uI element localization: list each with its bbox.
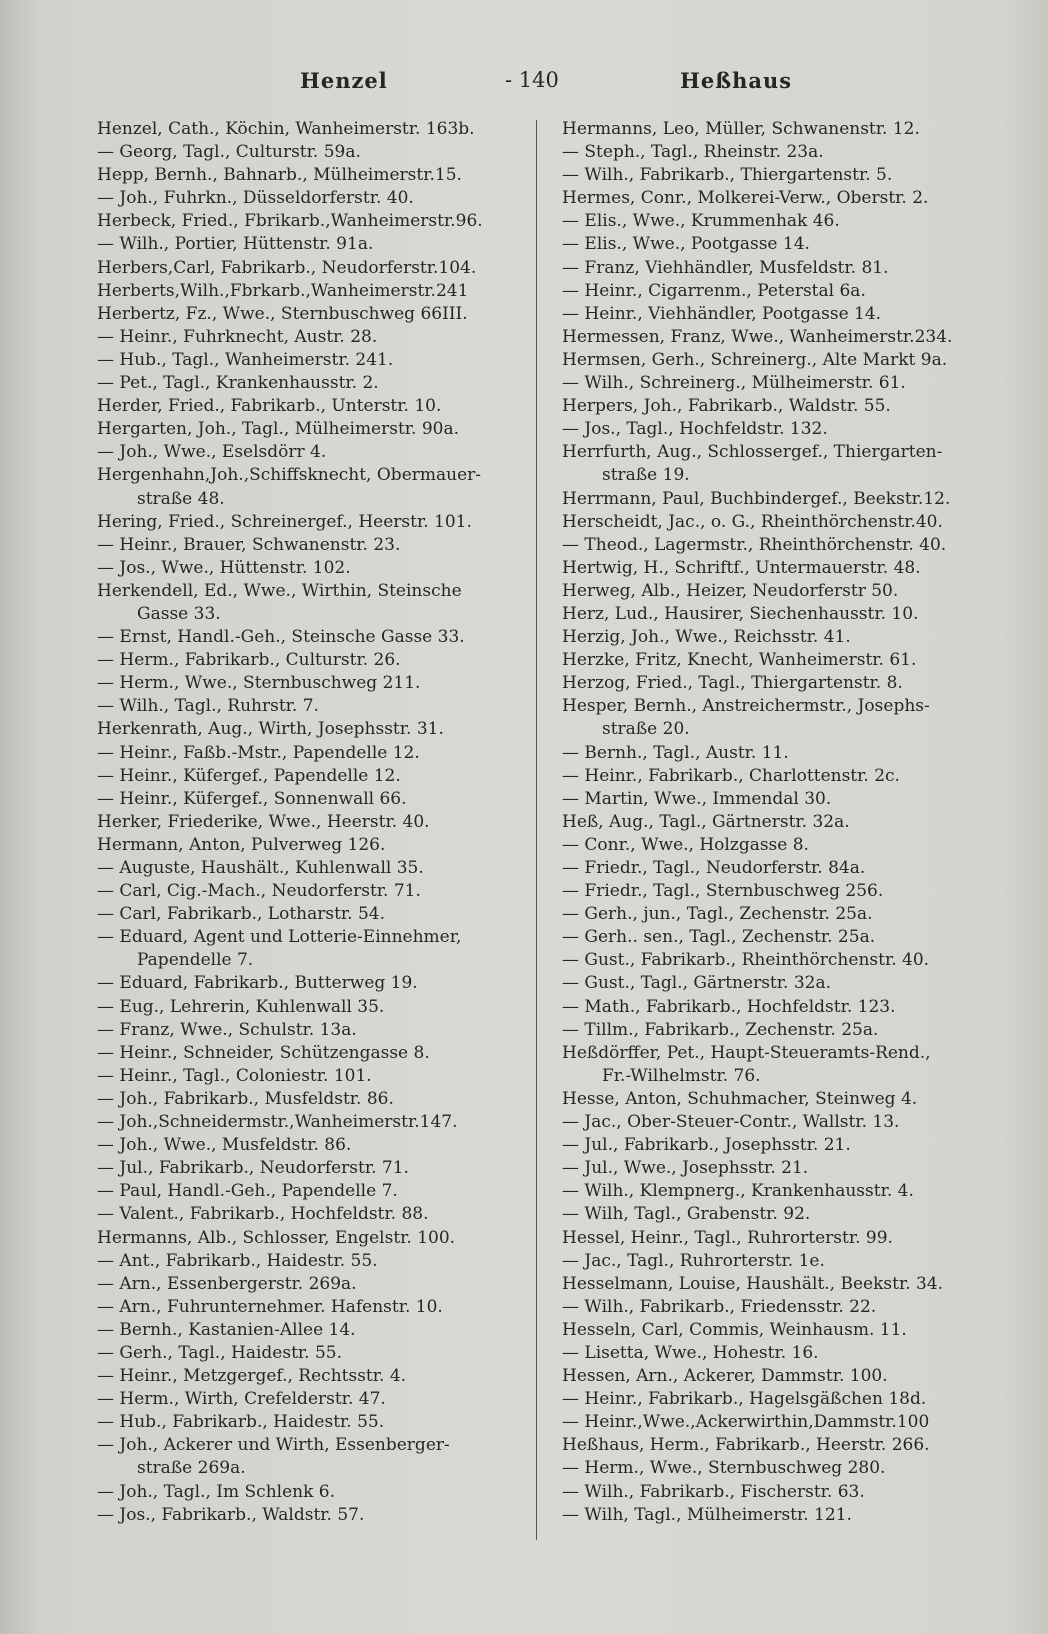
directory-entry: Heßdörffer, Pet., Haupt-Steueramts-Rend., bbox=[562, 1042, 931, 1063]
directory-entry: — Jac., Tagl., Ruhrorterstr. 1e. bbox=[562, 1250, 825, 1271]
header-left-keyword: Henzel bbox=[300, 68, 388, 93]
directory-entry: — Heinr., Tagl., Coloniestr. 101. bbox=[97, 1065, 372, 1086]
directory-entry: Hessen, Arn., Ackerer, Dammstr. 100. bbox=[562, 1366, 888, 1387]
directory-entry: Hermessen, Franz, Wwe., Wanheimerstr.234. bbox=[562, 326, 953, 347]
directory-entry: Herbertz, Fz., Wwe., Sternbuschweg 66III. bbox=[97, 303, 468, 324]
directory-entry-continuation: straße 269a. bbox=[137, 1458, 246, 1479]
directory-entry: — Gust., Fabrikarb., Rheinthörchenstr. 40. bbox=[562, 950, 930, 971]
directory-entry: — Friedr., Tagl., Sternbuschweg 256. bbox=[562, 881, 884, 902]
directory-entry-continuation: straße 19. bbox=[602, 465, 690, 486]
directory-entry: — Eug., Lehrerin, Kuhlenwall 35. bbox=[97, 996, 385, 1017]
directory-entry: Hermann, Anton, Pulverweg 126. bbox=[97, 834, 386, 855]
directory-entry: — Jos., Tagl., Hochfeldstr. 132. bbox=[562, 419, 828, 440]
page-number: - 140 bbox=[505, 68, 559, 92]
directory-entry: — Heinr., Küfergef., Sonnenwall 66. bbox=[97, 788, 407, 809]
directory-entry: — Elis., Wwe., Krummenhak 46. bbox=[562, 211, 840, 232]
directory-entry: — Joh., Wwe., Musfeldstr. 86. bbox=[97, 1135, 352, 1156]
directory-entry: Henzel, Cath., Köchin, Wanheimerstr. 163b. bbox=[97, 119, 475, 139]
directory-entry: — Gerh., Tagl., Haidestr. 55. bbox=[97, 1342, 343, 1363]
directory-entry: — Ant., Fabrikarb., Haidestr. 55. bbox=[97, 1250, 378, 1271]
directory-entry: — Joh., Ackerer und Wirth, Essenberger- bbox=[97, 1435, 450, 1456]
directory-entry: — Herm., Wirth, Crefelderstr. 47. bbox=[97, 1389, 386, 1410]
directory-entry: — Wilh., Fabrikarb., Friedensstr. 22. bbox=[562, 1296, 877, 1317]
left-column bbox=[97, 118, 525, 1527]
directory-entry: — Hub., Tagl., Wanheimerstr. 241. bbox=[97, 349, 394, 370]
directory-entry: — Gust., Tagl., Gärtnerstr. 32a. bbox=[562, 973, 831, 994]
directory-entry: — Joh., Wwe., Eselsdörr 4. bbox=[97, 442, 327, 463]
header-right-keyword: Heßhaus bbox=[680, 68, 793, 93]
directory-entry: — Bernh., Tagl., Austr. 11. bbox=[562, 742, 789, 763]
directory-entry: Herzog, Fried., Tagl., Thiergartenstr. 8. bbox=[562, 673, 903, 694]
directory-entry: — Franz, Viehhändler, Musfeldstr. 81. bbox=[562, 257, 889, 278]
directory-entry: — Math., Fabrikarb., Hochfeldstr. 123. bbox=[562, 996, 896, 1017]
directory-entry: — Eduard, Agent und Lotterie-Einnehmer, bbox=[97, 927, 462, 948]
directory-entry: Heß, Aug., Tagl., Gärtnerstr. 32a. bbox=[562, 811, 850, 832]
directory-entry: — Herm., Fabrikarb., Culturstr. 26. bbox=[97, 650, 401, 671]
directory-entry: — Eduard, Fabrikarb., Butterweg 19. bbox=[97, 973, 418, 994]
directory-entry: — Jul., Wwe., Josephsstr. 21. bbox=[562, 1158, 809, 1179]
directory-entry: Hesse, Anton, Schuhmacher, Steinweg 4. bbox=[562, 1088, 918, 1109]
directory-entry: — Heinr., Fabrikarb., Charlottenstr. 2c. bbox=[562, 765, 900, 786]
directory-entry: Hessel, Heinr., Tagl., Ruhrorterstr. 99. bbox=[562, 1227, 893, 1248]
directory-entry: Herker, Friederike, Wwe., Heerstr. 40. bbox=[97, 811, 430, 832]
directory-entry: Herberts,Wilh.,Fbrkarb.,Wanheimerstr.241 bbox=[97, 280, 469, 301]
directory-entry: — Herm., Wwe., Sternbuschweg 211. bbox=[97, 673, 421, 694]
directory-entry: — Wilh., Fabrikarb., Fischerstr. 63. bbox=[562, 1481, 865, 1502]
directory-entry: Herzke, Fritz, Knecht, Wanheimerstr. 61. bbox=[562, 650, 917, 671]
directory-entry: — Ernst, Handl.-Geh., Steinsche Gasse 33. bbox=[97, 627, 465, 648]
directory-entry: — Tillm., Fabrikarb., Zechenstr. 25a. bbox=[562, 1019, 879, 1040]
directory-entry: Herkenrath, Aug., Wirth, Josephsstr. 31. bbox=[97, 719, 444, 740]
directory-entry: — Joh., Fuhrkn., Düsseldorferstr. 40. bbox=[97, 188, 414, 209]
directory-entry: — Arn., Essenbergerstr. 269a. bbox=[97, 1273, 357, 1294]
directory-entry: — Carl, Cig.-Mach., Neudorferstr. 71. bbox=[97, 881, 421, 902]
directory-entry: Heßhaus, Herm., Fabrikarb., Heerstr. 266. bbox=[562, 1435, 930, 1456]
directory-entry: — Wilh, Tagl., Mülheimerstr. 121. bbox=[562, 1504, 852, 1525]
directory-entry: — Herm., Wwe., Sternbuschweg 280. bbox=[562, 1458, 886, 1479]
directory-entry: Herkendell, Ed., Wwe., Wirthin, Steinsche bbox=[97, 580, 462, 601]
directory-entry: — Heinr., Metzgergef., Rechtsstr. 4. bbox=[97, 1366, 407, 1387]
directory-entry: — Elis., Wwe., Pootgasse 14. bbox=[562, 234, 810, 255]
directory-entry: — Joh., Tagl., Im Schlenk 6. bbox=[97, 1481, 336, 1502]
directory-entry: — Paul, Handl.-Geh., Papendelle 7. bbox=[97, 1181, 398, 1202]
directory-entry: — Gerh.. sen., Tagl., Zechenstr. 25a. bbox=[562, 927, 876, 948]
directory-entry: — Wilh., Portier, Hüttenstr. 91a. bbox=[97, 234, 374, 255]
directory-entry: — Heinr., Fuhrknecht, Austr. 28. bbox=[97, 326, 378, 347]
directory-entry: — Heinr., Faßb.-Mstr., Papendelle 12. bbox=[97, 742, 420, 763]
directory-entry: — Wilh, Tagl., Grabenstr. 92. bbox=[562, 1204, 811, 1225]
directory-entry: — Carl, Fabrikarb., Lotharstr. 54. bbox=[97, 904, 386, 925]
directory-entry: — Friedr., Tagl., Neudorferstr. 84a. bbox=[562, 858, 866, 878]
directory-entry-continuation: Papendelle 7. bbox=[137, 950, 254, 971]
directory-entry: Hergenhahn,Joh.,Schiffsknecht, Obermauer- bbox=[97, 465, 482, 486]
directory-entry-continuation: straße 48. bbox=[137, 488, 225, 509]
directory-entry-continuation: Gasse 33. bbox=[137, 603, 221, 624]
directory-entry: — Arn., Fuhrunternehmer. Hafenstr. 10. bbox=[97, 1296, 443, 1317]
right-column bbox=[562, 118, 990, 1527]
directory-entry: — Heinr., Schneider, Schützengasse 8. bbox=[97, 1042, 430, 1063]
directory-entry: Hermanns, Alb., Schlosser, Engelstr. 100. bbox=[97, 1227, 456, 1248]
directory-entry: — Gerh., jun., Tagl., Zechenstr. 25a. bbox=[562, 904, 873, 925]
directory-entry: Herrfurth, Aug., Schlossergef., Thiergarten- bbox=[562, 442, 943, 463]
directory-entry: — Franz, Wwe., Schulstr. 13a. bbox=[97, 1019, 357, 1040]
directory-entry: — Wilh., Schreinerg., Mülheimerstr. 61. bbox=[562, 373, 906, 394]
directory-entry: — Lisetta, Wwe., Hohestr. 16. bbox=[562, 1342, 819, 1363]
directory-entry: Hepp, Bernh., Bahnarb., Mülheimerstr.15. bbox=[97, 165, 462, 186]
directory-entry: Hertwig, H., Schriftf., Untermauerstr. 48. bbox=[562, 557, 921, 578]
directory-entry: Hermes, Conr., Molkerei-Verw., Oberstr. 2. bbox=[562, 188, 929, 209]
directory-entry: — Heinr.,Wwe.,Ackerwirthin,Dammstr.100 bbox=[562, 1412, 930, 1433]
directory-entry: — Conr., Wwe., Holzgasse 8. bbox=[562, 834, 809, 855]
directory-entry: — Heinr., Küfergef., Papendelle 12. bbox=[97, 765, 401, 786]
directory-entry-continuation: straße 20. bbox=[602, 719, 690, 740]
directory-entry: Hesselmann, Louise, Haushält., Beekstr. 34. bbox=[562, 1273, 944, 1294]
directory-entry: Herweg, Alb., Heizer, Neudorferstr 50. bbox=[562, 580, 899, 601]
directory-entry: — Heinr., Viehhändler, Pootgasse 14. bbox=[562, 303, 882, 324]
directory-entry: Herbers,Carl, Fabrikarb., Neudorferstr.104. bbox=[97, 257, 477, 278]
directory-entry: — Jul., Fabrikarb., Josephsstr. 21. bbox=[562, 1135, 851, 1156]
directory-entry: — Wilh., Fabrikarb., Thiergartenstr. 5. bbox=[562, 165, 893, 186]
directory-entry: — Bernh., Kastanien-Allee 14. bbox=[97, 1319, 356, 1340]
directory-entry: Herpers, Joh., Fabrikarb., Waldstr. 55. bbox=[562, 396, 891, 417]
directory-entry: — Martin, Wwe., Immendal 30. bbox=[562, 788, 832, 809]
directory-entry-continuation: Fr.-Wilhelmstr. 76. bbox=[602, 1065, 761, 1086]
directory-entry: Herzig, Joh., Wwe., Reichsstr. 41. bbox=[562, 627, 851, 648]
directory-entry: Herrmann, Paul, Buchbindergef., Beekstr.12. bbox=[562, 488, 951, 509]
directory-entry: — Valent., Fabrikarb., Hochfeldstr. 88. bbox=[97, 1204, 429, 1225]
directory-entry: — Georg, Tagl., Culturstr. 59a. bbox=[97, 142, 361, 163]
directory-entry: — Joh., Fabrikarb., Musfeldstr. 86. bbox=[97, 1088, 394, 1109]
directory-entry: — Heinr., Cigarrenm., Peterstal 6a. bbox=[562, 280, 866, 301]
directory-entry: Hermanns, Leo, Müller, Schwanenstr. 12. bbox=[562, 119, 920, 139]
directory-entry: — Steph., Tagl., Rheinstr. 23a. bbox=[562, 142, 824, 163]
directory-entry: — Heinr., Brauer, Schwanenstr. 23. bbox=[97, 534, 401, 555]
directory-entry: — Jos., Wwe., Hüttenstr. 102. bbox=[97, 557, 351, 578]
directory-entry: Hergarten, Joh., Tagl., Mülheimerstr. 90a. bbox=[97, 419, 460, 440]
column-divider bbox=[536, 120, 537, 1540]
directory-entry: — Jos., Fabrikarb., Waldstr. 57. bbox=[97, 1504, 365, 1525]
directory-entry: Herz, Lud., Hausirer, Siechenhausstr. 10. bbox=[562, 603, 919, 624]
directory-entry: Hering, Fried., Schreinergef., Heerstr. 101. bbox=[97, 511, 472, 532]
directory-entry: — Auguste, Haushält., Kuhlenwall 35. bbox=[97, 858, 424, 878]
directory-entry: — Heinr., Fabrikarb., Hagelsgäßchen 18d. bbox=[562, 1389, 927, 1410]
directory-entry: Herder, Fried., Fabrikarb., Unterstr. 10. bbox=[97, 396, 442, 417]
page-header bbox=[0, 68, 1048, 98]
directory-entry: — Pet., Tagl., Krankenhausstr. 2. bbox=[97, 373, 379, 394]
directory-entry: Hesseln, Carl, Commis, Weinhausm. 11. bbox=[562, 1319, 907, 1340]
directory-entry: — Theod., Lagermstr., Rheinthörchenstr. 40. bbox=[562, 534, 947, 555]
directory-entry: — Joh.,Schneidermstr.,Wanheimerstr.147. bbox=[97, 1112, 458, 1133]
directory-entry: — Wilh., Klempnerg., Krankenhausstr. 4. bbox=[562, 1181, 914, 1202]
directory-entry: Hesper, Bernh., Anstreichermstr., Josephs- bbox=[562, 696, 930, 717]
directory-entry: — Jul., Fabrikarb., Neudorferstr. 71. bbox=[97, 1158, 409, 1179]
directory-entry: — Hub., Fabrikarb., Haidestr. 55. bbox=[97, 1412, 385, 1433]
directory-entry: Herscheidt, Jac., o. G., Rheinthörchenstr.40. bbox=[562, 511, 943, 532]
directory-entry: Hermsen, Gerh., Schreinerg., Alte Markt 9a. bbox=[562, 349, 948, 370]
directory-entry: — Jac., Ober-Steuer-Contr., Wallstr. 13. bbox=[562, 1112, 900, 1133]
directory-entry: — Wilh., Tagl., Ruhrstr. 7. bbox=[97, 696, 319, 717]
directory-entry: Herbeck, Fried., Fbrikarb.,Wanheimerstr.96. bbox=[97, 211, 483, 232]
